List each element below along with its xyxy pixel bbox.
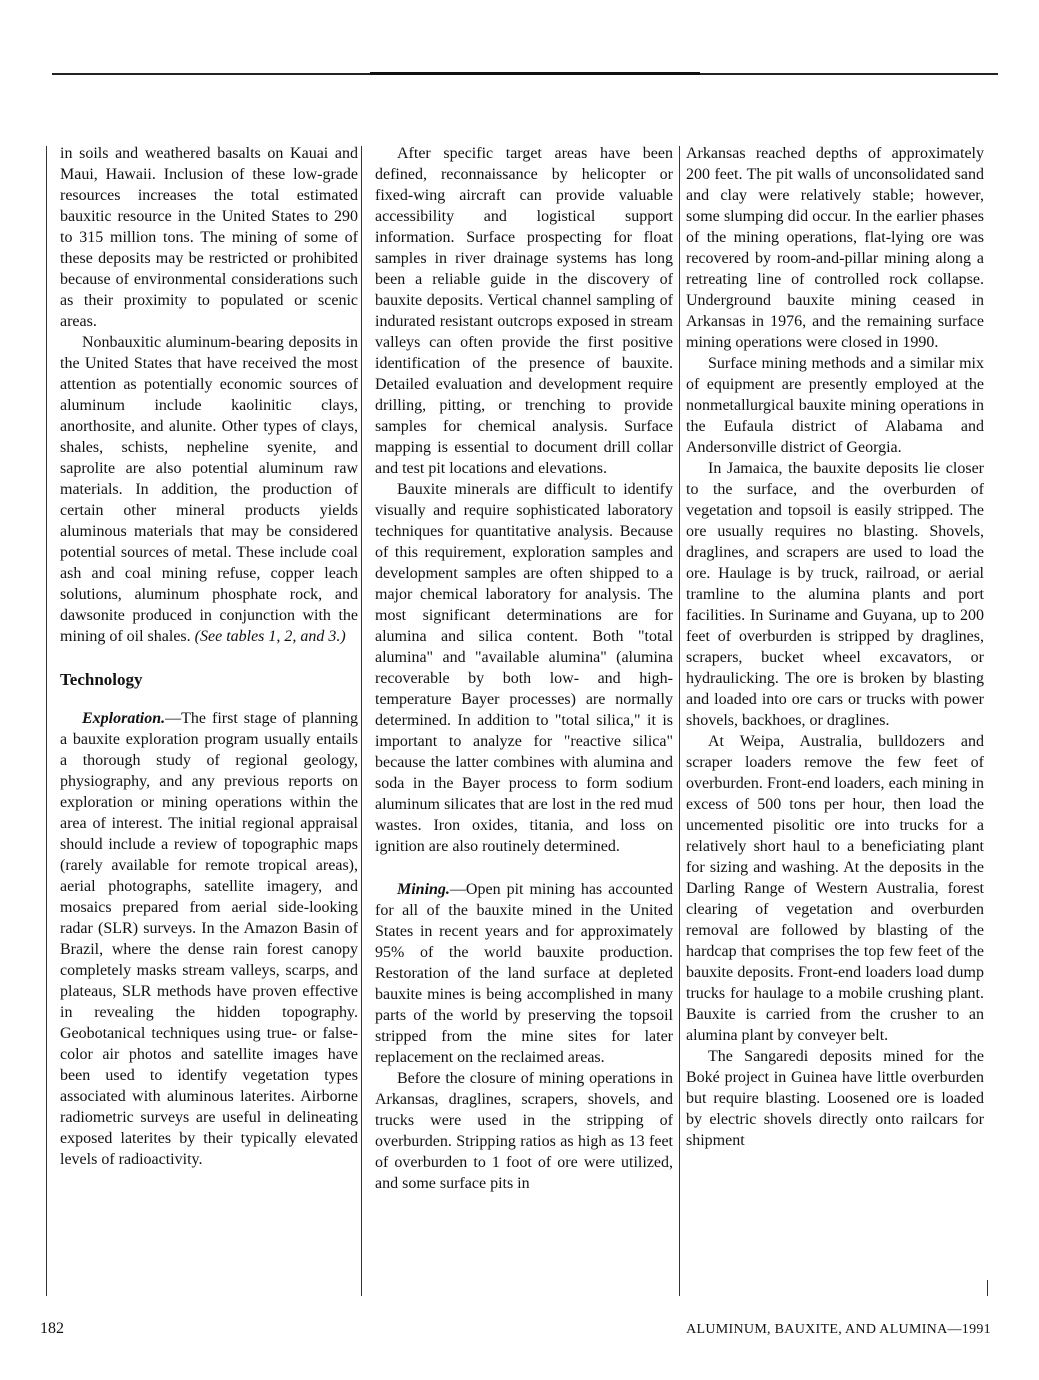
col3-paragraph-5: The Sangaredi deposits mined for the Boké project in Guinea have little overburden but require blasting. Loosened ore is loaded by electric shovels directly onto railcars for shipment [686, 1048, 984, 1149]
mining-lead: Mining. [397, 881, 450, 898]
column-2 [375, 143, 673, 1194]
column-rule-middle-left [361, 146, 362, 1296]
col3-paragraph-4: At Weipa, Australia, bulldozers and scraper loaders remove the few feet of overburden. Front-end loaders, each mining in excess of 500 tons per hour, then load the uncemented pisolitic ore into trucks for a relatively short haul to a beneficiating plant for sizing and washing. At the deposits in the Darling Range of Western Australia, forest clearing of vegetation and overburden removal are followed by blasting of the hardcap that comprises the top few feet of the bauxite deposits. Front-end loaders load dump trucks for haulage to a mobile crushing plant. Bauxite is carried from the crusher to an alumina plant by conveyer belt. [686, 733, 984, 1044]
col3-paragraph-2: Surface mining methods and a similar mix of equipment are presently employed at the nonmetallurgical bauxite mining operations in the Eufaula district of Alabama and Andersonville district of Georgia. [686, 355, 984, 456]
col1-paragraph-1: in soils and weathered basalts on Kauai and Maui, Hawaii. Inclusion of these low-grade resources increases the total estimated bauxitic resource in the United States to 290 to 315 million tons. The mining of some of these deposits may be restricted or prohibited because of environmental considerations such as their proximity to populated or scenic areas. [60, 145, 358, 330]
column-rule-left [46, 146, 47, 1296]
mining-text: —Open pit mining has accounted for all of the bauxite mined in the United States in recent years and for approximately 95% of the world bauxite production. Restoration of the land surface at depleted bauxite mines is being accomplished in many parts of the world by preserving the topsoil stripped from the mine sites for later replacement on the reclaimed areas. [375, 881, 673, 1066]
section-heading-technology: Technology [60, 670, 143, 689]
table-reference: (See tables 1, 2, and 3.) [194, 628, 346, 645]
col3-paragraph-1: Arkansas reached depths of approximately 200 feet. The pit walls of unconsolidated sand and clay were relatively stable; however, some slumping did occur. In the earlier phases of the mining operations, flat-lying ore was recovered by room-and-pillar mining along a retreating line of controlled rock collapse. Underground bauxite mining ceased in Arkansas in 1976, and the remaining surface mining operations were closed in 1990. [686, 145, 984, 351]
column-3 [686, 143, 984, 1151]
col2-paragraph-2: Bauxite minerals are difficult to identify visually and require sophisticated laboratory techniques for quantitative analysis. Because of this requirement, exploration samples and development samples are often shipped to a major chemical laboratory for analysis. The most significant determinations are for alumina and silica content. Both "total alumina" and "available alumina" (alumina recoverable by both low- and high-temperature Bayer processes) are normally determined. In addition to "total silica," it is important to analyze for "reactive silica" because the latter combines with alumina and soda in the Bayer process to form sodium aluminum silicates that are lost in the red mud wastes. Iron oxides, titania, and loss on ignition are also routinely determined. [375, 481, 673, 855]
col1-paragraph-2-text: Nonbauxitic aluminum-bearing deposits in the United States that have received the most attention as potentially economic sources of aluminum include kaolinitic clays, anorthosite, and alunite. Other types of clays, shales, schists, nepheline syenite, and saprolite are also potential aluminum raw materials. In addition, the production of certain other mineral products yields aluminous materials that may be considered potential sources of metal. These include coal ash and coal mining refuse, copper leach solutions, aluminum phosphate rock, and dawsonite produced in conjunction with the mining of oil shales. [60, 334, 358, 645]
col2-paragraph-1: After specific target areas have been defined, reconnaissance by helicopter or fixed-wing aircraft can provide valuable accessibility and logistical support information. Surface prospecting for float samples in river drainage systems has long been a reliable guide in the discovery of bauxite deposits. Vertical channel sampling of indurated resistant outcrops exposed in stream valleys can often provide the first positive identification of the presence of bauxite. Detailed evaluation and development require drilling, pitting, or trenching to provide samples for chemical analysis. Surface mapping is essential to document drill collar and test pit locations and elevations. [375, 145, 673, 477]
col1-exploration-paragraph [60, 708, 358, 1170]
col1-paragraph-2 [60, 332, 358, 647]
col2-mining-paragraph [375, 879, 673, 1068]
top-rule-accent [370, 72, 700, 75]
column-rule-middle-right [679, 146, 680, 1296]
column-1 [60, 143, 358, 1170]
section-gap [375, 857, 673, 879]
running-footer: ALUMINUM, BAUXITE, AND ALUMINA—1991 [686, 1322, 991, 1337]
col3-paragraph-3: In Jamaica, the bauxite deposits lie closer to the surface, and the overburden of vegetation and topsoil is easily stripped. The ore usually requires no blasting. Shovels, draglines, and scrapers are used to load the ore. Haulage is by truck, railroad, or aerial tramline to the alumina plants and port facilities. In Suriname and Guyana, up to 200 feet of overburden is stripped by draglines, scrapers, bucket wheel excavators, or hydraulicking. The ore is broken by blasting and loaded into ore cars or trucks with power shovels, backhoes, or draglines. [686, 460, 984, 729]
col2-closing-paragraph: Before the closure of mining operations in Arkansas, draglines, scrapers, shovels, and trucks were used in the stripping of overburden. Stripping ratios as high as 13 feet of overburden to 1 foot of ore were utilized, and some surface pits in [375, 1070, 673, 1192]
column-rule-right [987, 1280, 988, 1296]
exploration-lead: Exploration. [82, 710, 166, 727]
page-number: 182 [40, 1320, 64, 1337]
exploration-text: —The first stage of planning a bauxite exploration program usually entails a thorough study of regional geology, physiography, and any previous reports on exploration or mining operations within the area of interest. The initial regional appraisal should include a review of topographic maps (rarely available for remote tropical areas), aerial photographs, satellite imagery, and mosaics prepared from aerial side-looking radar (SLR) surveys. In the Amazon Basin of Brazil, where the dense rain forest canopy completely masks stream valleys, scarps, and plateaus, SLR methods have proven effective in revealing the hidden topography. Geobotanical techniques using true- or false-color air photos and satellite images have been used to identify vegetation types associated with aluminous laterites. Airborne radiometric surveys are useful in delineating exposed laterites by their typically elevated levels of radioactivity. [60, 710, 358, 1168]
